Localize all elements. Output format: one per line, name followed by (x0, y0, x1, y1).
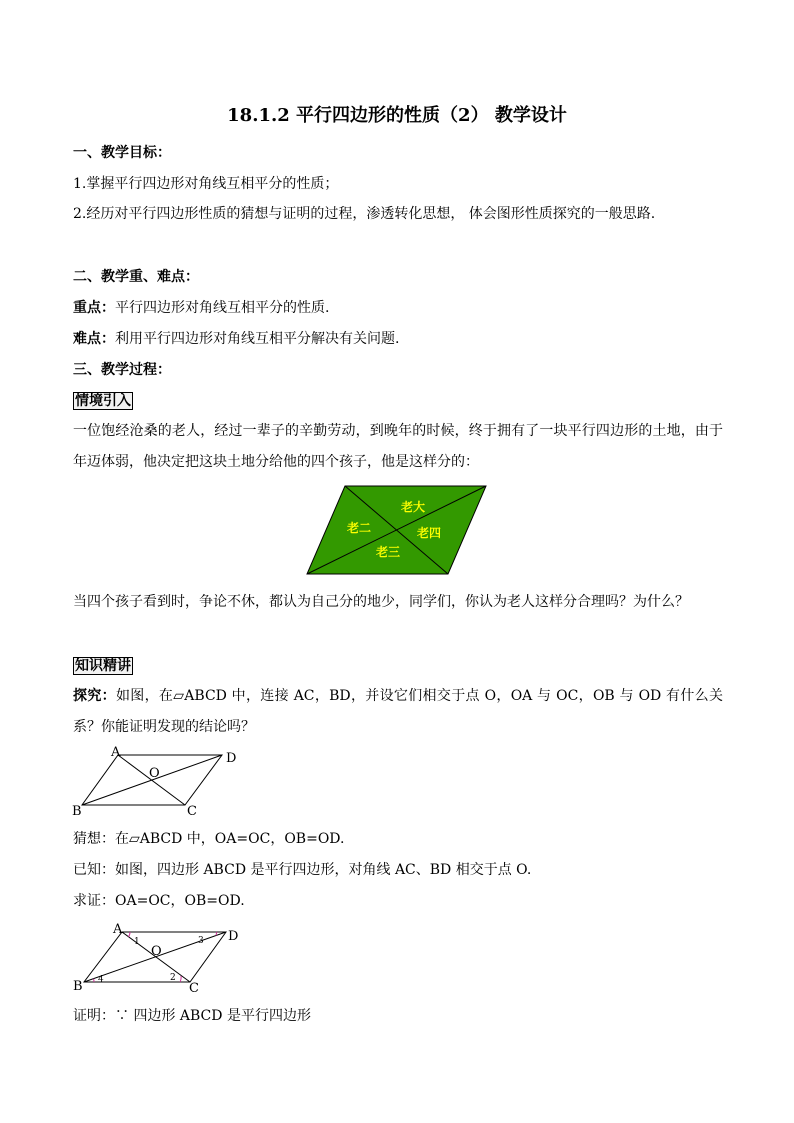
given-line: 已知：如图，四边形 ABCD 是平行四边形，对角线 AC、BD 相交于点 O. (73, 862, 532, 878)
key-point (73, 298, 329, 318)
fig1-label-c: C (187, 804, 197, 819)
section-heading-goals: 一、教学目标： (73, 145, 171, 161)
fig1-label-b: B (72, 804, 82, 819)
intro-box: 情境引入 (75, 393, 131, 409)
goal-1: 1.掌握平行四边形对角线互相平分的性质； (73, 176, 339, 192)
fig2-label-o: O (151, 944, 162, 959)
parallelogram-figure-1 (70, 745, 242, 820)
explore-text: 如图，在▱ABCD 中，连接 AC，BD，并设它们相交于点 O，OA 与 OC，OB 与 OD 有什么关系？你能证明发现的结论吗？ (73, 688, 723, 735)
angle-label-1: 1 (134, 937, 140, 947)
fig1-label-a: A (111, 745, 121, 760)
explore-paragraph (73, 681, 723, 743)
intro-heading (73, 391, 133, 411)
knowledge-heading (73, 656, 133, 676)
land-label-fourth: 老四 (417, 526, 442, 540)
diff-text: 利用平行四边形对角线互相平分解决有关问题. (115, 331, 400, 347)
land-parallelogram-figure (305, 484, 489, 576)
section-heading-process: 三、教学过程： (73, 362, 171, 378)
land-label-second: 老二 (347, 521, 372, 535)
fig1-label-d: D (226, 751, 237, 766)
knowledge-box: 知识精讲 (75, 658, 131, 674)
angle-label-2: 2 (170, 973, 176, 983)
explore-label: 探究： (73, 688, 116, 704)
goal-2: 2.经历对平行四边形性质的猜想与证明的过程，渗透转化思想， 体会图形性质探究的一般思路. (73, 206, 656, 222)
page-title: 18.1.2 平行四边形的性质（2） 教学设计 (227, 105, 567, 126)
question-paragraph: 当四个孩子看到时，争论不休，都认为自己分的地少，同学们，你认为老人这样分合理吗？为什么？ (73, 594, 689, 610)
fig2-label-d: D (228, 929, 239, 944)
parallelogram-figure-2 (70, 920, 242, 995)
fig2-label-c: C (189, 981, 199, 995)
angle-label-3: 3 (198, 936, 204, 946)
angle-4-arc (94, 979, 95, 982)
fig2-label-b: B (73, 979, 83, 994)
fig2-label-a: A (113, 922, 123, 937)
angle-1-arc (129, 932, 131, 937)
guess-line: 猜想：在▱ABCD 中，OA=OC，OB=OD. (73, 831, 345, 847)
fig1-label-o: O (149, 766, 160, 781)
section-heading-keypoints: 二、教学重、难点： (73, 269, 199, 285)
land-label-third: 老三 (376, 545, 401, 559)
difficult-point (73, 329, 399, 349)
diff-label: 难点： (73, 331, 115, 347)
key-label: 重点： (73, 300, 115, 316)
key-text: 平行四边形对角线互相平分的性质. (115, 300, 330, 316)
angle-label-4: 4 (98, 975, 104, 985)
angle-2-arc (180, 976, 181, 982)
proof-start-line: 证明：∵ 四边形 ABCD 是平行四边形 (73, 1008, 311, 1024)
story-paragraph: 一位饱经沧桑的老人，经过一辈子的辛勤劳动，到晚年的时候，终于拥有了一块平行四边形的土地，由于年迈体弱，他决定把这块土地分给他的四个孩子，他是这样分的： (73, 423, 723, 470)
land-label-eldest: 老大 (401, 500, 426, 514)
prove-line: 求证：OA=OC，OB=OD. (73, 893, 245, 909)
